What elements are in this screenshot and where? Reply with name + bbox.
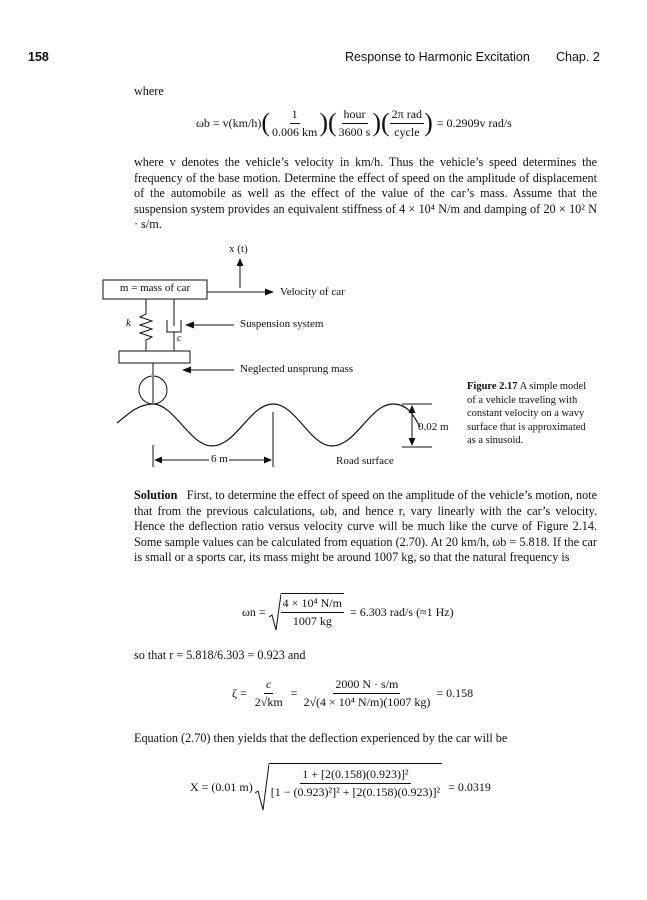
eq-omega-n-result: = 6.303 rad/s (≈1 Hz) [349,604,454,619]
eq-omega-b-f3-den: cycle [394,124,420,139]
caption-title: Figure 2.17 [467,381,518,392]
intro-word: where [134,84,164,98]
paragraph-problem: where v denotes the vehicle’s velocity in km/h. Thus the vehicle’s speed determines the frequency of the base motion. Determine the effect of speed on the amplitude of displacement of the automobile as well as the effect of the value of the car’s mass. Assume that the suspension system provides an equivalent stiffness of 4 × 10⁴ N/m and damping of 20 × 10² N · s/m. [134,155,597,232]
eq-zeta-lhs: ζ = [232,685,247,700]
eq-zeta-f1-num: c [264,677,273,694]
figure-caption [467,380,597,448]
page-number: 158 [28,50,49,64]
caption-text: A simple model of a vehicle traveling with constant velocity on a wavy surface that is approximated as a sinusoid. [467,381,587,446]
sqrt-omega-n [269,593,344,631]
eq-omega-n-num: 4 × 10⁴ N/m [281,596,344,613]
eq-zeta-equals: = [290,685,298,700]
spring-k [140,299,152,351]
equation-270-line: Equation (2.70) then yields that the deflection experienced by the car will be [134,731,508,745]
eq-zeta-f2-den: 2√(4 × 10⁴ N/m)(1007 kg) [303,694,431,709]
x-label: x (t) [229,243,248,255]
damper-label: c [177,333,182,344]
eq-X-result: = 0.0319 [448,779,491,794]
running-title: Response to Harmonic Excitation [345,50,530,64]
eq-zeta-f1-den: 2√km [254,694,283,709]
road-surface-curve [117,404,420,446]
r-ratio-line: so that r = 5.818/6.303 = 0.923 and [134,648,306,662]
unsprung-mass-plate [119,351,190,363]
equation-X [190,762,491,812]
eq-X-den: [1 − (0.923)²]² + [2(0.158)(0.923)]² [270,785,441,799]
eq-omega-b-f1-den: 0.006 km [272,124,318,139]
amplitude-label: 0.02 m [418,421,449,433]
solution-heading: Solution [134,488,178,502]
velocity-label: Velocity of car [280,286,345,298]
eq-zeta-result: = 0.158 [436,685,474,700]
eq-X-lhs: X = (0.01 m) [190,779,253,794]
suspension-label: Suspension system [240,318,324,330]
velocity-arrowhead [265,289,274,296]
road-surface-label: Road surface [336,455,394,467]
chapter-label: Chap. 2 [556,50,600,64]
eq-omega-b-f2-num: hour [342,107,368,124]
equation-omega-b: ωb = v(km/h) ( $\frac{1}{0.006 km}$ )( $\frac{\text{hour}}{3600 s}$ )( $\frac{\text{2π rad}}{\text{cycle}}$ ) = 0.2909v rad/s [196,106,512,139]
eq-omega-n-den: 1007 kg [292,614,332,628]
equation-omega-n [242,592,454,632]
eq-omega-b-f1-num: 1 [290,107,300,124]
wavelength-label: 6 m [211,453,228,465]
eq-omega-n-lhs: ωn = [242,604,266,619]
spring-label: k [126,317,131,329]
sqrt-X [255,763,442,811]
solution-text: First, to determine the effect of speed on the amplitude of the vehicle’s motion, note that from the previous calculations, ωb, and hence r, vary linearly with the car’s velocity. Hence the deflection ratio versus velocity curve will be much like the curve of Figure 2.14. Some sample values can be calculated from equation (2.70). At 20 km/h, ωb = 5.818. If the car is small or a sports car, its mass might be around 1007 kg, so that the natural frequency is [134,488,597,565]
eq-omega-b-f2-den: 3600 s [338,124,371,139]
eq-omega-b-lhs: ωb = v(km/h) [196,115,262,130]
eq-X-num: 1 + [2(0.158)(0.923)]² [300,767,410,784]
eq-omega-b-result: = 0.2909v rad/s [436,115,512,130]
unsprung-label: Neglected unsprung mass [240,363,354,375]
mass-label: m = mass of car [119,282,191,294]
eq-zeta-f2-num: 2000 N · s/m [333,677,400,694]
equation-zeta [232,670,473,716]
solution-paragraph [134,488,597,566]
x-arrowhead [237,258,244,266]
eq-omega-b-f3-num: 2π rad [390,107,424,124]
